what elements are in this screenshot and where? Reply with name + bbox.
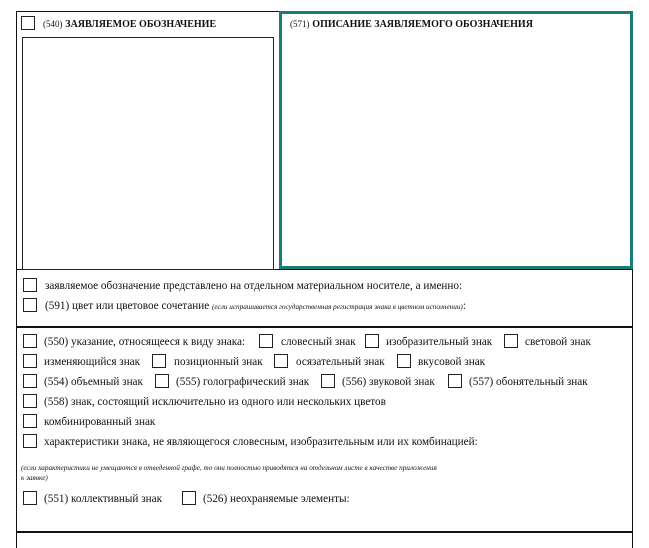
checkbox-changing[interactable] (23, 354, 37, 368)
color-591-label: (591) цвет или цветовое сочетание (45, 300, 210, 312)
option-556: (556) звуковой знак (342, 376, 435, 388)
checkbox-558[interactable] (23, 394, 37, 408)
option-light: световой знак (525, 336, 591, 348)
option-taste: вкусовой знак (418, 356, 486, 368)
checkbox-591[interactable] (23, 298, 37, 312)
checkbox-555[interactable] (155, 374, 169, 388)
checkbox-557[interactable] (448, 374, 462, 388)
checkbox-tactile[interactable] (274, 354, 288, 368)
characteristics-note-line1: (если характеристики не умещаются в отведенной графе, то они полностью приводятся на отдельном листе в качестве приложения (21, 464, 437, 472)
checkbox-526[interactable] (182, 491, 196, 505)
option-558: (558) знак, состоящий исключительно из одного или нескольких цветов (44, 396, 386, 408)
characteristics-note-line2: к заявке) (21, 474, 48, 482)
color-591-suffix: : (462, 300, 466, 312)
frame-left-line (16, 11, 17, 548)
type-550-label: (550) указание, относящееся к виду знака: (44, 336, 246, 348)
checkbox-taste[interactable] (397, 354, 411, 368)
checkbox-556[interactable] (321, 374, 335, 388)
unprotected-526-label: (526) неохраняемые элементы: (203, 493, 350, 505)
section-571-code: (571) (290, 19, 310, 29)
checkbox-positional[interactable] (152, 354, 166, 368)
checkbox-material-carrier[interactable] (23, 278, 37, 292)
option-characteristics: характеристики знака, не являющегося словесным, изобразительным или их комбинацией: (44, 436, 478, 448)
checkbox-verbal[interactable] (259, 334, 273, 348)
section-divider-line (16, 326, 633, 328)
checkbox-light[interactable] (504, 334, 518, 348)
checkbox-combined[interactable] (23, 414, 37, 428)
option-combined: комбинированный знак (44, 416, 156, 428)
checkbox-characteristics[interactable] (23, 434, 37, 448)
checkbox-540[interactable] (21, 16, 35, 30)
checkbox-550[interactable] (23, 334, 37, 348)
description-highlight-box[interactable] (279, 11, 633, 269)
option-positional: позиционный знак (174, 356, 263, 368)
option-555: (555) голографический знак (176, 376, 310, 388)
section-571-header (290, 17, 533, 32)
bottom-divider-line (16, 531, 633, 533)
option-tactile: осязательный знак (296, 356, 385, 368)
section-540-header (43, 17, 216, 32)
option-verbal: словесный знак (281, 336, 356, 348)
color-591-note: (если испрашивается государственная регистрация знака в цветном исполнении) (212, 303, 463, 311)
checkbox-figurative[interactable] (365, 334, 379, 348)
checkbox-554[interactable] (23, 374, 37, 388)
color-591-line (45, 299, 466, 314)
option-changing: изменяющийся знак (44, 356, 141, 368)
section-540-title: ЗАЯВЛЯЕМОЕ ОБОЗНАЧЕНИЕ (65, 19, 217, 30)
designation-image-area[interactable] (22, 37, 274, 270)
option-554: (554) объемный знак (44, 376, 143, 388)
checkbox-551[interactable] (23, 491, 37, 505)
option-557: (557) обонятельный знак (469, 376, 588, 388)
option-figurative: изобразительный знак (386, 336, 493, 348)
section-571-title: ОПИСАНИЕ ЗАЯВЛЯЕМОГО ОБОЗНАЧЕНИЯ (312, 19, 533, 30)
material-carrier-label: заявляемое обозначение представлено на отдельном материальном носителе, а именно: (45, 280, 463, 292)
section-540-code: (540) (43, 19, 63, 29)
collective-551-label: (551) коллективный знак (44, 493, 163, 505)
